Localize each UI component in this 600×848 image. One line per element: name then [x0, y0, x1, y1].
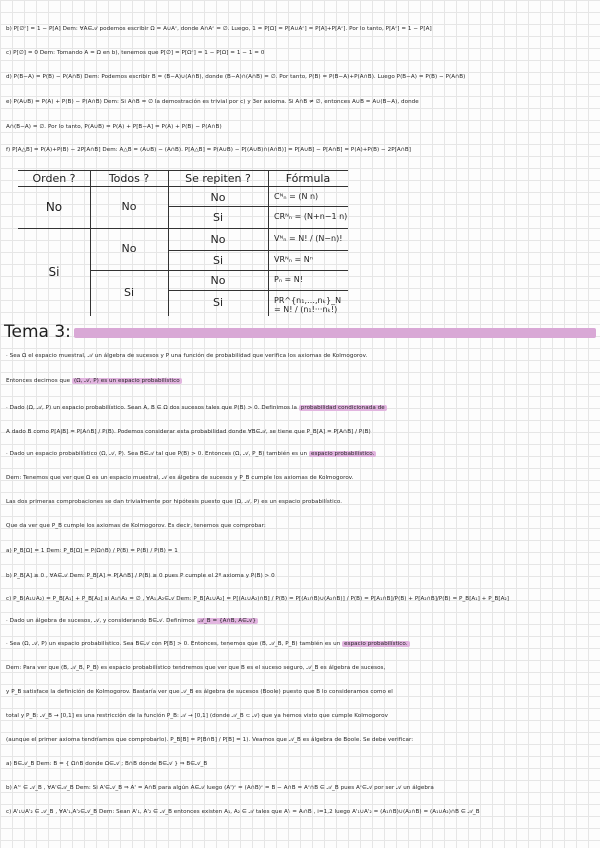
section-title: Tema 3:: [4, 322, 71, 342]
body-line: · Dado (Ω, 𝒜, P) un espacio probabilístico. Sean A, B ∈ Ω dos sucesos tales que P(B) > 0. Definimos la probabilidad condicionada de: [6, 405, 385, 411]
combinatorics-table: [18, 170, 348, 316]
body-line: (aunque el primer axioma tendríamos que comprobarlo). P_B[B] = P[B∩B] / P[B] = 1). Veamos que 𝒜_B es álgebra de Boole. Se debe verificar:: [6, 737, 414, 743]
body-line: a) P_B[Ω] = 1 Dem: P_B[Ω] = P(Ω∩B) / P(B) = P(B) / P(B) = 1: [6, 548, 178, 554]
header-orden: Orden ?: [32, 172, 76, 185]
body-line: Que da ver que P_B cumple los axiomas de Kolmogorov. Es decir, tenemos que comprobar:: [6, 523, 266, 529]
formula-combinations-repetition: CRᴺₙ = (N+n−1 n): [274, 212, 348, 221]
body-line: total y P_B: 𝒜_B → [0,1] es una restricción de la función P_B: 𝒜 → [0,1] (donde 𝒜_B ⊂ 𝒜) que ya hemos visto que cumple Kolmogorov: [6, 713, 388, 719]
repiten-4: Si: [212, 254, 224, 267]
highlight-def: 𝒜_B = {A∩B, A∈𝒜}: [198, 618, 257, 624]
proof-line-c: c) P[∅] = 0 Dem: Tomando A = Ω en b), tenemos que P[∅] = P[Ωᶜ] = 1 − P[Ω] = 1 − 1 = 0: [6, 50, 265, 56]
repiten-2: Si: [212, 211, 224, 224]
highlight-def: espacio probabilístico.: [344, 641, 408, 647]
body-line: a) B∈𝒜_B Dem: B = { Ω∩B donde Ω∈𝒜 ; B∩B donde B∈𝒜 } ⇒ B∈𝒜_B: [6, 761, 208, 767]
body-line: c) A'₁∪A'₂ ∈ 𝒜_B , ∀A'₁,A'₂∈𝒜_B Dem: Sean A'₁, A'₂ ∈ 𝒜_B entonces existen A₁, A₂ ∈ 𝒜 tales que A'ᵢ = Aᵢ∩B , i=1,2 luego A'₁∪A'₂ = (A₁∩B)∪(A₂∩B) = (A₁∪A₂)∩B ∈ 𝒜_B: [6, 809, 480, 815]
body-line: c) P_B(A₁∪A₂) = P_B[A₁] + P_B[A₂] si A₁∩A₂ = ∅ , ∀A₁,A₂∈𝒜 Dem: P_B[A₁∪A₂] = P[(A₁∪A₂)∩B] / P(B) = P[(A₁∩B)∪(A₂∩B)] / P(B) = P[A₁∩B]/P(B) + P[A₂∩B]/P(B) = P_B[A₁] + P_B[A₂]: [6, 596, 510, 602]
orden-no: No: [45, 200, 63, 214]
proof-line-e: e) P(A∪B) = P(A) + P(B) − P(A∩B) Dem: Si A∩B = ∅ la demostración es trivial por c) y 3er axioma. Si A∩B ≠ ∅, entonces A∪B = A∪(B−A), donde: [6, 99, 419, 105]
body-line: · Sea (Ω, 𝒜, P) un espacio probabilístico. Sea B∈𝒜 con P[B] > 0. Entonces, tenemos que (B, 𝒜_B, P_B) también es un espacio probabilístico.: [6, 641, 408, 647]
highlight-def: espacio probabilístico.: [310, 451, 375, 457]
proof-line-b: b) P[∅ᶜ] = 1 − P[A] Dem: ∀A∈𝒜 podemos escribir Ω = A∪Aᶜ, donde A∩Aᶜ = ∅. Luego, 1 = P[Ω] = P[A∪Aᶜ] = P[A]+P[Aᶜ]. Por lo tanto, P[Aᶜ] = 1 − P[A]: [6, 26, 432, 32]
proof-line-d: d) P(B−A) = P(B) − P(A∩B) Dem: Podemos escribir B = (B−A)∪(A∩B), donde (B−A)∩(A∩B) = ∅. Por tanto, P(B) = P(B−A)+P(A∩B). Luego P(B−A) = P(B) − P(A∩B): [6, 74, 466, 80]
body-line: A dado B como P[A|B] = P[A∩B] / P(B). Podemos considerar esta probabilidad donde ∀B∈𝒜, se tiene que P_B[A] = P[A∩B] / P(B): [6, 429, 371, 435]
body-line: · Dado un espacio probabilístico (Ω, 𝒜, P). Sea B∈𝒜 tal que P(B) > 0. Entonces (Ω, 𝒜, P_B) también es un espacio probabilístico.: [6, 451, 375, 457]
repiten-3: No: [210, 233, 226, 246]
body-line: Dem: Tenemos que ver que Ω es un espacio muestral, 𝒜 es álgebra de sucesos y P_B cumple los axiomas de Kolmogorov.: [6, 475, 354, 481]
todos-no-1: No: [121, 200, 137, 213]
orden-si: Si: [48, 265, 60, 279]
highlight-def: (Ω, 𝒜, P) es un espacio probabilístico: [74, 378, 180, 384]
proof-line-e-cont: A∩(B−A) = ∅. Por lo tanto, P(A∪B) = P(A) + P[B−A] = P(A) + P(B) − P(A∩B): [6, 124, 222, 130]
body-line: y P_B satisface la definición de Kolmogorov. Bastaría ver que 𝒜_B es álgebra de sucesos (Boole) puesto que B lo consideramos como el: [6, 689, 393, 695]
todos-si: Si: [123, 286, 135, 299]
highlight-def: probabilidad condicionada de: [300, 405, 385, 411]
repiten-1: No: [210, 191, 226, 204]
body-line: Dem: Para ver que (B, 𝒜_B, P_B) es espacio probabilístico tendremos que ver que B es el suceso seguro, 𝒜_B es álgebra de sucesos,: [6, 665, 386, 671]
body-line: b) P_B[A] ≥ 0 , ∀A∈𝒜 Dem: P_B[A] = P[A∩B] / P(B) ≥ 0 pues P cumple el 2º axioma y P(B) > 0: [6, 573, 275, 579]
body-line: b) A'ᶜ ∈ 𝒜_B , ∀A'∈𝒜_B Dem: Si A'∈𝒜_B ⇒ A' = A∩B para algún A∈𝒜 luego (A')ᶜ = (A∩B)ᶜ = B − A∩B = Aᶜ∩B ∈ 𝒜_B pues Aᶜ∈𝒜 por ser 𝒜 un álgebra: [6, 785, 434, 791]
todos-no-2: No: [121, 242, 137, 255]
body-line: Las dos primeras comprobaciones se dan trivialmente por hipótesis puesto que (Ω, 𝒜, P) es un espacio probabilístico.: [6, 499, 343, 505]
header-repiten: Se repiten ?: [185, 172, 251, 185]
formula-permutations-repetition: PR^{n₁,…,nₖ}_N = N! / (n₁!···nₖ!): [274, 296, 342, 314]
formula-permutations: Pₙ = N!: [274, 275, 303, 284]
formula-variations-repetition: VRᴺₙ = Nⁿ: [274, 255, 313, 264]
proof-line-f: f) P[A△B] = P(A)+P(B) − 2P[A∩B] Dem: A△B = (A∪B) − (A∩B). P[A△B] = P(A∪B) − P[(A∪B)∩(A∩B)] = P[A∪B] − P[A∩B] = P(A)+P(B) − 2P[A∩B]: [6, 147, 412, 153]
repiten-6: Si: [212, 296, 224, 309]
header-todos: Todos ?: [108, 172, 150, 185]
formula-combinations: Cᴺₙ = (N n): [274, 192, 319, 201]
repiten-5: No: [210, 274, 226, 287]
body-line: · Sea Ω el espacio muestral, 𝒜 un álgebra de sucesos y P una función de probabilidad que verifica los axiomas de Kolmogorov.: [6, 353, 368, 359]
section-title-highlight: [74, 328, 596, 338]
formula-variations: Vᴺₙ = N! / (N−n)!: [274, 234, 343, 243]
body-line: · Dado un álgebra de sucesos, 𝒜, y considerando B∈𝒜. Definimos 𝒜_B = {A∩B, A∈𝒜}: [6, 618, 257, 624]
body-line: Entonces decimos que (Ω, 𝒜, P) es un espacio probabilístico: [6, 378, 180, 384]
header-formula: Fórmula: [285, 172, 331, 185]
